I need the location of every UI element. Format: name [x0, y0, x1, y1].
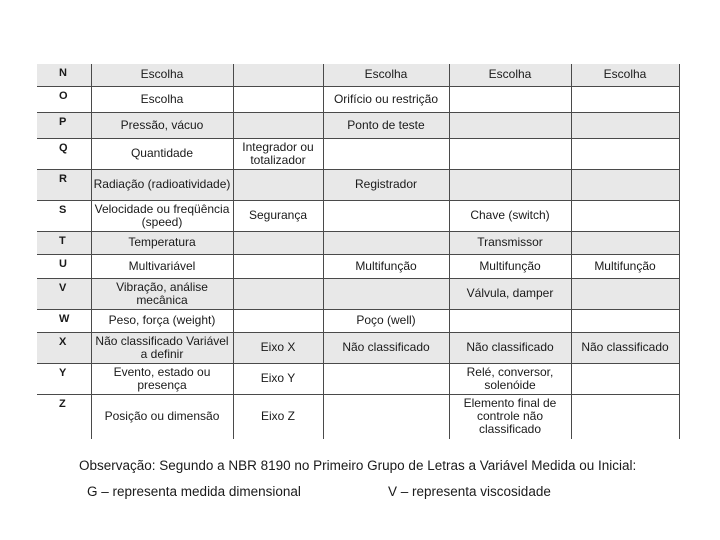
cell-measured-variable: Escolha	[91, 64, 233, 86]
cell-output	[449, 309, 571, 332]
cell-modifier: Eixo X	[233, 332, 323, 363]
table-row	[37, 332, 679, 363]
cell-measured-variable: Não classificado Variável a definir	[91, 332, 233, 363]
cell-output	[449, 86, 571, 112]
table-row	[37, 231, 679, 254]
cell-readout	[323, 231, 449, 254]
legend-g-dimension: G – representa medida dimensional	[87, 484, 301, 499]
cell-output-modifier	[571, 138, 679, 169]
instrument-letter-table	[37, 64, 680, 439]
legend-v-viscosity: V – representa viscosidade	[388, 484, 551, 499]
cell-output-modifier	[571, 200, 679, 231]
cell-modifier: Segurança	[233, 200, 323, 231]
cell-modifier	[233, 254, 323, 278]
cell-output: Relé, conversor, solenóide	[449, 363, 571, 394]
cell-measured-variable: Velocidade ou freqüência (speed)	[91, 200, 233, 231]
table-row	[37, 394, 679, 439]
cell-output-modifier: Multifunção	[571, 254, 679, 278]
cell-modifier	[233, 64, 323, 86]
cell-modifier	[233, 309, 323, 332]
cell-modifier	[233, 169, 323, 200]
cell-modifier	[233, 231, 323, 254]
cell-readout	[323, 138, 449, 169]
table-row	[37, 254, 679, 278]
cell-measured-variable: Radiação (radioatividade)	[91, 169, 233, 200]
cell-output-modifier	[571, 231, 679, 254]
cell-output-modifier	[571, 169, 679, 200]
cell-readout: Poço (well)	[323, 309, 449, 332]
cell-measured-variable: Temperatura	[91, 231, 233, 254]
row-letter: P	[37, 112, 91, 138]
table-row	[37, 112, 679, 138]
row-letter: T	[37, 231, 91, 254]
cell-modifier	[233, 112, 323, 138]
cell-output: Não classificado	[449, 332, 571, 363]
cell-measured-variable: Escolha	[91, 86, 233, 112]
cell-readout: Não classificado	[323, 332, 449, 363]
cell-readout: Ponto de teste	[323, 112, 449, 138]
cell-output-modifier	[571, 278, 679, 309]
cell-output: Transmissor	[449, 231, 571, 254]
cell-output-modifier	[571, 112, 679, 138]
cell-measured-variable: Posição ou dimensão	[91, 394, 233, 439]
table-row	[37, 138, 679, 169]
cell-output-modifier	[571, 86, 679, 112]
cell-output-modifier	[571, 394, 679, 439]
cell-output	[449, 138, 571, 169]
table-row	[37, 200, 679, 231]
cell-readout: Escolha	[323, 64, 449, 86]
row-letter: V	[37, 278, 91, 309]
cell-output: Válvula, damper	[449, 278, 571, 309]
cell-output: Chave (switch)	[449, 200, 571, 231]
table-row	[37, 169, 679, 200]
cell-measured-variable: Multivariável	[91, 254, 233, 278]
cell-measured-variable: Peso, força (weight)	[91, 309, 233, 332]
cell-readout	[323, 394, 449, 439]
cell-output	[449, 169, 571, 200]
table-row	[37, 278, 679, 309]
cell-output: Escolha	[449, 64, 571, 86]
row-letter: W	[37, 309, 91, 332]
cell-readout	[323, 278, 449, 309]
cell-output: Multifunção	[449, 254, 571, 278]
cell-readout	[323, 200, 449, 231]
row-letter: Y	[37, 363, 91, 394]
table-row	[37, 64, 679, 86]
row-letter: R	[37, 169, 91, 200]
cell-measured-variable: Pressão, vácuo	[91, 112, 233, 138]
cell-modifier: Integrador ou totalizador	[233, 138, 323, 169]
row-letter: Z	[37, 394, 91, 439]
cell-readout: Orifício ou restrição	[323, 86, 449, 112]
cell-output-modifier	[571, 309, 679, 332]
row-letter: N	[37, 64, 91, 86]
cell-measured-variable: Vibração, análise mecânica	[91, 278, 233, 309]
cell-measured-variable: Quantidade	[91, 138, 233, 169]
cell-readout	[323, 363, 449, 394]
row-letter: Q	[37, 138, 91, 169]
cell-modifier	[233, 278, 323, 309]
cell-measured-variable: Evento, estado ou presença	[91, 363, 233, 394]
table-row	[37, 86, 679, 112]
cell-readout: Registrador	[323, 169, 449, 200]
cell-modifier: Eixo Z	[233, 394, 323, 439]
row-letter: U	[37, 254, 91, 278]
observation-note: Observação: Segundo a NBR 8190 no Primeiro Grupo de Letras a Variável Medida ou Inicial:	[79, 458, 637, 473]
row-letter: O	[37, 86, 91, 112]
cell-output-modifier: Escolha	[571, 64, 679, 86]
row-letter: X	[37, 332, 91, 363]
cell-output: Elemento final de controle não classificado	[449, 394, 571, 439]
table-row	[37, 363, 679, 394]
cell-readout: Multifunção	[323, 254, 449, 278]
cell-modifier: Eixo Y	[233, 363, 323, 394]
cell-output	[449, 112, 571, 138]
cell-output-modifier: Não classificado	[571, 332, 679, 363]
table-row	[37, 309, 679, 332]
cell-output-modifier	[571, 363, 679, 394]
cell-modifier	[233, 86, 323, 112]
row-letter: S	[37, 200, 91, 231]
